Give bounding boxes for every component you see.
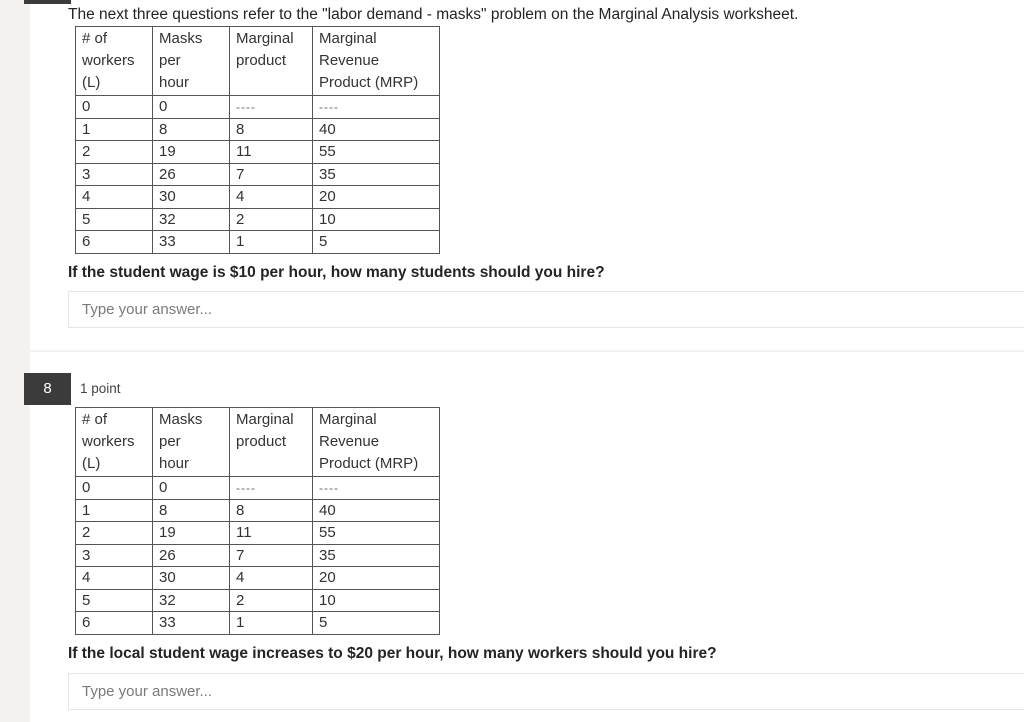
table-cell: 8 (153, 499, 230, 522)
table-cell: 19 (153, 522, 230, 545)
table-cell: 55 (313, 522, 440, 545)
header-line: Masks (159, 411, 203, 428)
table-header-cell (153, 27, 230, 96)
table-cell: 33 (153, 612, 230, 635)
question-8-text: If the local student wage increases to $20 per hour, how many workers should you hire? (68, 645, 717, 662)
question-number-tab (24, 0, 71, 4)
header-line: (L) (82, 455, 101, 472)
table-cell: 40 (313, 499, 440, 522)
header-line: # of (82, 30, 108, 47)
header-line: # of (82, 411, 108, 428)
table-cell: 1 (230, 231, 313, 254)
header-line: product (236, 433, 287, 450)
header-line: hour (159, 455, 190, 472)
answer-input-7[interactable] (68, 291, 1024, 328)
table-cell: 8 (230, 118, 313, 141)
table-row (76, 499, 440, 522)
table-cell: 32 (153, 589, 230, 612)
table-row (76, 118, 440, 141)
table-row (76, 567, 440, 590)
table-row (76, 186, 440, 209)
table-cell: 7 (230, 163, 313, 186)
question-number-badge: 8 (24, 373, 71, 405)
table-cell: 1 (230, 612, 313, 635)
table-cell: 6 (76, 612, 153, 635)
table-cell: 35 (313, 544, 440, 567)
table-cell: 4 (230, 567, 313, 590)
table-cell: 2 (230, 208, 313, 231)
table-row (76, 231, 440, 254)
table-cell: 8 (230, 499, 313, 522)
table-row (76, 208, 440, 231)
header-line: workers (82, 433, 135, 450)
table-header-cell (76, 27, 153, 96)
header-line: per (159, 52, 181, 69)
table-cell: 0 (76, 96, 153, 119)
header-line: Revenue (319, 52, 380, 69)
table-cell: 32 (153, 208, 230, 231)
table-cell: 10 (313, 208, 440, 231)
table-cell: ---- (230, 477, 313, 500)
table-cell: 7 (230, 544, 313, 567)
table-row (76, 589, 440, 612)
labor-demand-table (75, 407, 440, 635)
table-row (76, 522, 440, 545)
table-cell: 19 (153, 141, 230, 164)
table-cell: 5 (313, 231, 440, 254)
table-cell: ---- (313, 477, 440, 500)
points-label: 1 point (80, 381, 121, 396)
table-cell: 35 (313, 163, 440, 186)
header-line: Masks (159, 30, 203, 47)
table-cell: 20 (313, 186, 440, 209)
table-cell: 33 (153, 231, 230, 254)
table-row (76, 96, 440, 119)
table-cell: 2 (76, 141, 153, 164)
table-cell: 5 (313, 612, 440, 635)
question-7-text: If the student wage is $10 per hour, how many students should you hire? (68, 264, 605, 281)
table-cell: 11 (230, 141, 313, 164)
table-row (76, 477, 440, 500)
labor-demand-table (75, 26, 440, 254)
answer-input-8[interactable] (68, 673, 1024, 710)
table-cell: 3 (76, 163, 153, 186)
table-cell: 20 (313, 567, 440, 590)
header-line: Revenue (319, 433, 380, 450)
table-row (76, 612, 440, 635)
table-cell: 26 (153, 544, 230, 567)
header-line: product (236, 52, 287, 69)
table-cell: 0 (76, 477, 153, 500)
header-line: Product (MRP) (319, 74, 419, 91)
table-header-cell (230, 27, 313, 96)
table-cell: 2 (76, 522, 153, 545)
table-cell: 55 (313, 141, 440, 164)
header-line: Marginal (319, 411, 377, 428)
header-line: hour (159, 74, 190, 91)
header-line: per (159, 433, 181, 450)
table-cell: 1 (76, 118, 153, 141)
table-cell: 5 (76, 589, 153, 612)
table-header-cell (230, 408, 313, 477)
header-line: (L) (82, 74, 101, 91)
table-cell: 30 (153, 186, 230, 209)
table-cell: 2 (230, 589, 313, 612)
table-cell: 6 (76, 231, 153, 254)
table-cell: 5 (76, 208, 153, 231)
table-cell: 1 (76, 499, 153, 522)
table-cell: 0 (153, 96, 230, 119)
table-header-cell (313, 408, 440, 477)
table-cell: 40 (313, 118, 440, 141)
table-cell: 4 (76, 567, 153, 590)
table-cell: 0 (153, 477, 230, 500)
header-line: workers (82, 52, 135, 69)
table-cell: 4 (76, 186, 153, 209)
header-line: Product (MRP) (319, 455, 419, 472)
table-cell: 11 (230, 522, 313, 545)
table-cell: ---- (313, 96, 440, 119)
table-cell: 8 (153, 118, 230, 141)
table-row (76, 163, 440, 186)
table-header-cell (153, 408, 230, 477)
table-cell: ---- (230, 96, 313, 119)
header-line: Marginal (236, 411, 294, 428)
header-line: Marginal (236, 30, 294, 47)
table-cell: 4 (230, 186, 313, 209)
table-row (76, 141, 440, 164)
table-header-cell (313, 27, 440, 96)
header-line: Marginal (319, 30, 377, 47)
table-cell: 30 (153, 567, 230, 590)
table-cell: 10 (313, 589, 440, 612)
table-header-cell (76, 408, 153, 477)
instructions-text: The next three questions refer to the "labor demand - masks" problem on the Marginal Analysis worksheet. (68, 6, 799, 23)
table-row (76, 544, 440, 567)
table-cell: 3 (76, 544, 153, 567)
table-cell: 26 (153, 163, 230, 186)
